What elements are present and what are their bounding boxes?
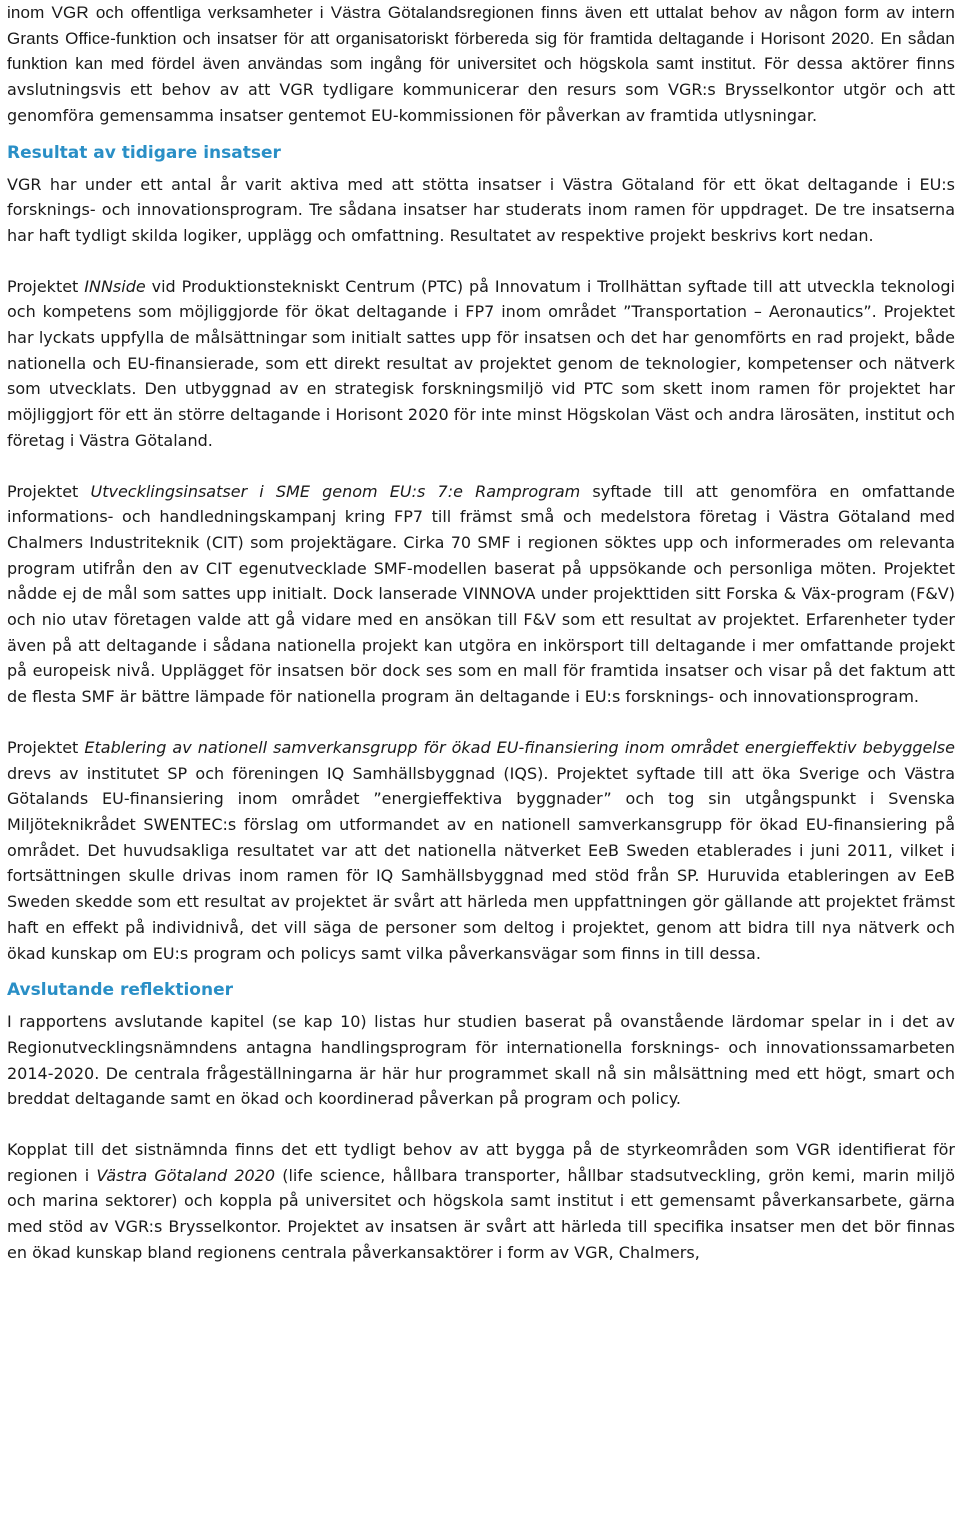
sme-project-name: Utvecklingsinsatser i SME genom EU:s 7:e Ramprogram — [90, 481, 581, 501]
sme-paragraph — [7, 479, 955, 710]
strengths-program-name: Västra Götaland 2020 — [96, 1165, 276, 1185]
strengths-pre: Kopplat till det sistnämnda finns det ett tydligt behov av att bygga på de styrkeområden som VGR identifierat för regionen i — [7, 1140, 955, 1185]
innside-paragraph — [7, 274, 955, 454]
section-heading-results: Resultat av tidigare insatser — [7, 142, 281, 163]
innside-project-name: INNside — [84, 276, 146, 296]
eeb-pre: Projektet — [7, 737, 85, 757]
intro-paragraph — [7, 0, 955, 129]
document-page — [7, 0, 955, 1266]
eeb-paragraph — [7, 735, 955, 966]
strengths-body: (life science, hållbara transporter, hållbar stadsutveckling, grön kemi, marin miljö och marina sektorer) och koppla på universitet och högskola samt institut i ett gemensamt påverkansarbete, gärna med stöd av VGR:s Brysselkontor. Projektet av insatsen är svårt att härleda till specifika insatser men det bör finnas en ökad kunskap bland regionens centrala påverkansaktörer i form av VGR, Chalmers, — [7, 1165, 955, 1262]
innside-pre: Projektet — [7, 276, 85, 296]
reflections-paragraph: I rapportens avslutande kapitel (se kap 10) listas hur studien baserat på ovanstående lärdomar spelar in i det av Regionutvecklingsnämndens antagna handlingsprogram för internationella forsknings- och innovationssamarbeten 2014-2020. De centrala frågeställningarna är här hur programmet skall nå sin målsättning med ett högt, smart och breddat deltagande samt en ökad och koordinerad påverkan på program och policy. — [7, 1012, 955, 1109]
sme-body: syftade till att genomföra en omfattande informations- och handledningskampanj kring FP7 till främst små och medelstora företag i Västra Götaland med Chalmers Industriteknik (CIT) som projektägare. Cirka 70 SMF i regionen söktes upp och informerades om relevanta program utifrån den av CIT egenutvecklade SMF-modellen baserat på uppsökande och personliga möten. Projektet nådde ej de mål som sattes upp initialt. Dock lanserade VINNOVA under projekttiden sitt Forska & Väx-program (F&V) och nio utav företagen valde att gå vidare med en ansökan till F&V som ett resultat av projektet. Erfarenheter tyder även på att deltagande i sådana nationella projekt kan utgöra en inkörsport till deltagande i mer omfattande projekt på europeisk nivå. Upplägget för insatsen bör dock ses som en mall för framtida insatser och visar på det faktum att de flesta SMF är bättre lämpade för nationella program än deltagande i EU:s forsknings- och innovationsprogram. — [7, 481, 956, 707]
sme-pre: Projektet — [7, 481, 91, 501]
innside-body: vid Produktionstekniskt Centrum (PTC) på Innovatum i Trollhättan syftade till att utveckla teknologi och kompetens som möjliggjorde för ökat deltagande i FP7 inom området ”Transportation – Aeronautics”. Projektet har lyckats uppfylla de målsättningar som initialt sattes upp för insatsen och det har genomförts en rad projekt, både nationella och EU-finansierade, som ett direkt resultat av projektet genom de teknologier, kompetenser och nätverk som utvecklats. Den utbyggnad av en strategisk forskningsmiljö vid PTC som skett inom ramen för projektet har möjliggjort för ett än större deltagande i Horisont 2020 för inte minst Högskolan Väst och andra lärosäten, institut och företag i Västra Götaland. — [7, 276, 955, 450]
results-intro-paragraph: VGR har under ett antal år varit aktiva med att stötta insatser i Västra Götaland för ett ökat deltagande i EU:s forsknings- och innovationsprogram. Tre sådana insatser har studerats inom ramen för uppdraget. De tre insatserna har haft tydligt skilda logiker, upplägg och omfattning. Resultatet av respektive projekt beskrivs kort nedan. — [7, 174, 955, 245]
intro-tail: För dessa aktörer finns avslutningsvis ett behov av att VGR tydligare kommunicerar den resurs som VGR:s Brysselkontor utgör och att genomföra gemensamma insatser gentemot EU-kommissionen för påverkan av framtida utlysningar. — [7, 54, 955, 125]
strengths-paragraph — [7, 1137, 955, 1266]
section-heading-reflections: Avslutande reflektioner — [7, 980, 233, 1001]
eeb-body: drevs av institutet SP och föreningen IQ Samhällsbyggnad (IQS). Projektet syftade till att öka Sverige och Västra Götalands EU-finansiering inom området ”energieffektiva byggnader” och tog sin utgångspunkt i Svenska Miljöteknikrådet SWENTEC:s förslag om utformandet av en nationell samverkansgrupp för ökad EU-finansiering på området. Det huvudsakliga resultatet var att det nationella nätverket EeB Sweden etablerades i juni 2011, vilket i fortsättningen skulle drivas inom ramen för IQ Samhällsbyggnad med stöd från SP. Huruvida etableringen av EeB Sweden skedde som ett resultat av projektet är svårt att härleda men uppfattningen gör gällande att projektet främst haft en effekt på individnivå, det vill säga de personer som deltog i projektet, genom att bidra till nya nätverk och ökad kunskap om EU:s program och policys samt vilka påverkansvägar som finns in till dessa. — [7, 763, 955, 963]
eeb-project-name: Etablering av nationell samverkansgrupp för ökad EU-finansiering inom området energieffektiv bebyggelse — [84, 737, 955, 757]
intro-text: inom VGR och offentliga verksamheter i Västra Götalandsregionen finns även ett uttalat behov av någon form av intern Grants Office-funktion och insatser för att organisatoriskt förbereda sig för framtida deltagande i Horisont 2020. En sådan funktion kan med fördel även användas som ingång för universitet och högskola samt institut. — [7, 3, 955, 74]
